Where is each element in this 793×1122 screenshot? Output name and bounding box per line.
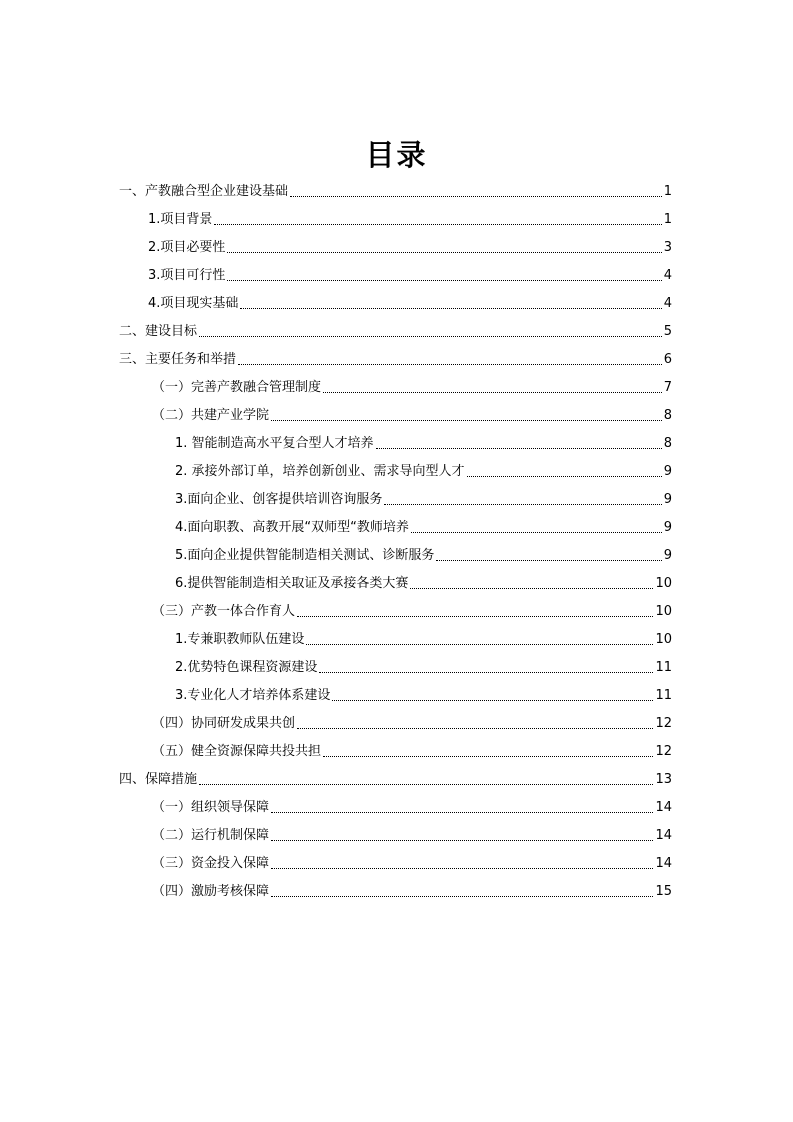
toc-entry-page-number: 11 [655, 688, 672, 703]
toc-entry-label: 2.项目必要性 [148, 240, 226, 255]
toc-entry-label: （五）健全资源保障共投共担 [152, 744, 322, 759]
toc-dot-leader [271, 896, 653, 897]
toc-dot-leader [271, 868, 653, 869]
toc-entry-label: （三）产教一体合作育人 [152, 604, 296, 619]
toc-entry[interactable] [0, 234, 793, 262]
toc-entry-page-number: 14 [655, 828, 672, 843]
toc-entry-label: 二、建设目标 [119, 324, 198, 339]
toc-entry-page-number: 6 [663, 352, 672, 367]
toc-entry[interactable] [0, 346, 793, 374]
toc-dot-leader [323, 756, 653, 757]
toc-entry-label: 三、主要任务和举措 [119, 352, 237, 367]
toc-dot-leader [240, 308, 661, 309]
toc-dot-leader [227, 252, 661, 253]
toc-dot-leader [467, 476, 662, 477]
toc-entry-label: 2.优势特色课程资源建设 [175, 660, 318, 675]
toc-entry[interactable] [0, 290, 793, 318]
toc-entry[interactable] [0, 710, 793, 738]
toc-dot-leader [306, 644, 653, 645]
toc-entry-page-number: 14 [655, 856, 672, 871]
toc-entry-label: （四）协同研发成果共创 [152, 716, 296, 731]
toc-dot-leader [323, 392, 662, 393]
toc-dot-leader [297, 728, 653, 729]
toc-entry[interactable] [0, 542, 793, 570]
toc-entry-page-number: 1 [663, 184, 672, 199]
toc-entry-label: 1. 智能制造高水平复合型人才培养 [175, 436, 374, 451]
toc-entry-label: （二）运行机制保障 [152, 828, 270, 843]
toc-entry-page-number: 13 [655, 772, 672, 787]
toc-entry[interactable] [0, 374, 793, 402]
toc-dot-leader [376, 448, 662, 449]
toc-entry-page-number: 8 [663, 436, 672, 451]
toc-entry[interactable] [0, 682, 793, 710]
toc-entry-page-number: 10 [655, 632, 672, 647]
toc-entry-page-number: 12 [655, 716, 672, 731]
toc-entry-page-number: 4 [663, 296, 672, 311]
toc-entry-label: 3.项目可行性 [148, 268, 226, 283]
toc-entry[interactable] [0, 458, 793, 486]
toc-entry-label: 4.项目现实基础 [148, 296, 239, 311]
toc-entry[interactable] [0, 822, 793, 850]
toc-entry[interactable] [0, 206, 793, 234]
toc-entry[interactable] [0, 766, 793, 794]
toc-dot-leader [199, 784, 653, 785]
toc-entry-label: （三）资金投入保障 [152, 856, 270, 871]
toc-entry[interactable] [0, 514, 793, 542]
toc-dot-leader [410, 588, 653, 589]
toc-dot-leader [214, 224, 661, 225]
table-of-contents [0, 178, 793, 906]
toc-dot-leader [199, 336, 662, 337]
toc-entry-label: （一）组织领导保障 [152, 800, 270, 815]
toc-dot-leader [384, 504, 661, 505]
toc-entry[interactable] [0, 598, 793, 626]
toc-entry[interactable] [0, 178, 793, 206]
toc-dot-leader [436, 560, 661, 561]
toc-entry-label: 4.面向职教、高教开展“双师型“教师培养 [175, 520, 409, 535]
toc-entry[interactable] [0, 318, 793, 346]
toc-entry-page-number: 4 [663, 268, 672, 283]
toc-title: 目录 [365, 138, 428, 172]
toc-entry-page-number: 9 [663, 520, 672, 535]
toc-entry-page-number: 5 [663, 324, 672, 339]
toc-entry[interactable] [0, 570, 793, 598]
toc-entry[interactable] [0, 430, 793, 458]
toc-dot-leader [238, 364, 662, 365]
toc-entry-label: 1.项目背景 [148, 212, 213, 227]
toc-dot-leader [271, 840, 653, 841]
toc-entry-page-number: 9 [663, 548, 672, 563]
toc-entry-page-number: 10 [655, 576, 672, 591]
toc-dot-leader [319, 672, 653, 673]
toc-dot-leader [271, 420, 662, 421]
toc-entry-label: 3.面向企业、创客提供培训咨询服务 [175, 492, 383, 507]
toc-entry[interactable] [0, 878, 793, 906]
toc-entry-label: （四）激励考核保障 [152, 884, 270, 899]
toc-dot-leader [227, 280, 661, 281]
toc-entry-label: 四、保障措施 [119, 772, 198, 787]
toc-entry-page-number: 10 [655, 604, 672, 619]
toc-entry-label: 3.专业化人才培养体系建设 [175, 688, 331, 703]
toc-entry-page-number: 14 [655, 800, 672, 815]
toc-entry-label: 5.面向企业提供智能制造相关测试、诊断服务 [175, 548, 435, 563]
toc-entry-page-number: 3 [663, 240, 672, 255]
toc-entry-label: 1.专兼职教师队伍建设 [175, 632, 305, 647]
toc-entry-page-number: 9 [663, 464, 672, 479]
toc-entry[interactable] [0, 738, 793, 766]
toc-entry[interactable] [0, 402, 793, 430]
toc-entry[interactable] [0, 262, 793, 290]
toc-entry-page-number: 1 [663, 212, 672, 227]
toc-entry[interactable] [0, 486, 793, 514]
toc-entry-page-number: 7 [663, 380, 672, 395]
toc-entry-label: （一）完善产教融合管理制度 [152, 380, 322, 395]
toc-dot-leader [411, 532, 662, 533]
toc-dot-leader [297, 616, 653, 617]
toc-dot-leader [332, 700, 653, 701]
toc-entry-page-number: 9 [663, 492, 672, 507]
toc-entry[interactable] [0, 626, 793, 654]
toc-entry-label: 一、产教融合型企业建设基础 [119, 184, 289, 199]
toc-entry[interactable] [0, 654, 793, 682]
toc-entry[interactable] [0, 850, 793, 878]
toc-entry-page-number: 8 [663, 408, 672, 423]
toc-entry-page-number: 12 [655, 744, 672, 759]
toc-entry-label: 2. 承接外部订单，培养创新创业、需求导向型人才 [175, 464, 465, 479]
toc-entry-page-number: 11 [655, 660, 672, 675]
toc-dot-leader [290, 196, 662, 197]
toc-entry[interactable] [0, 794, 793, 822]
toc-entry-page-number: 15 [655, 884, 672, 899]
toc-entry-label: （二）共建产业学院 [152, 408, 270, 423]
toc-dot-leader [271, 812, 653, 813]
toc-entry-label: 6.提供智能制造相关取证及承接各类大赛 [175, 576, 409, 591]
